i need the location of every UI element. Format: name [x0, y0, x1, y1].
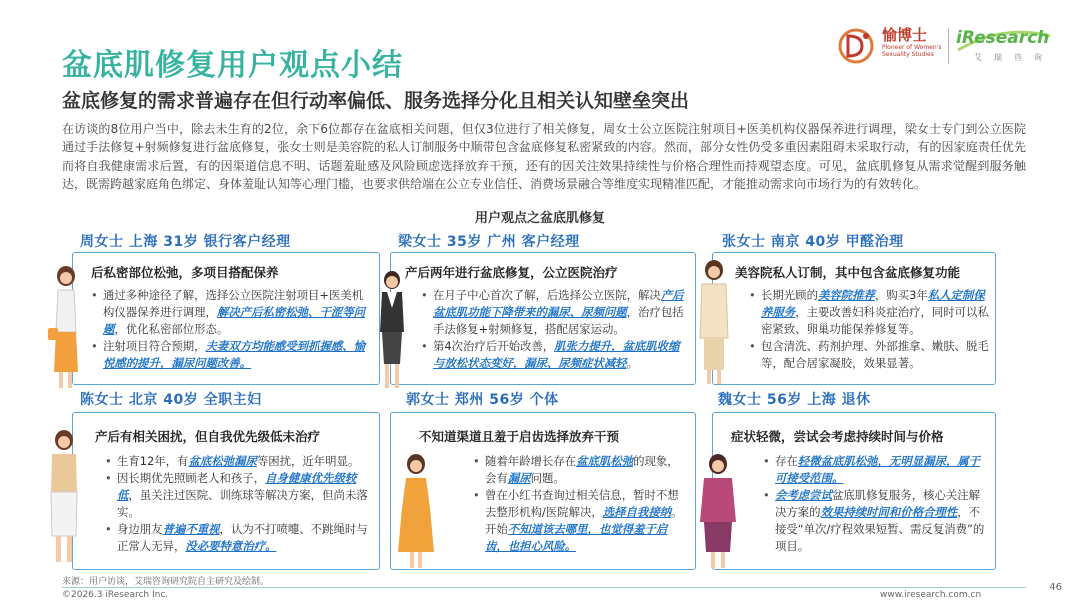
persona-head-guo: 郭女士 郑州 56岁 个体 [406, 392, 559, 408]
card-title: 不知道渠道且羞于启齿选择放弃干预 [419, 429, 620, 444]
card-body [749, 287, 989, 372]
persona-head-chen: 陈女士 北京 40岁 全职主妇 [80, 392, 262, 408]
website-url: www.iresearch.com.cn [880, 590, 982, 600]
footer-divider [62, 587, 1026, 588]
partner-logo-name: 愉博士 [882, 26, 928, 44]
list-item: • 在月子中心首次了解，后选择公立医院，解决产后盆底肌功能下降带来的漏尿、尿频问题，治疗包括手法修复+射频修复，搭配居家运动。 [421, 287, 689, 338]
list-item: • 存在轻微盆底肌松弛，无明显漏尿，属于可接受范围。 [763, 453, 989, 487]
list-item: • 生育12年，有盆底松弛漏尿等困扰，近年明显。 [105, 453, 369, 470]
list-item: • 因长期优先照顾老人和孩子，自身健康优先级较低，虽关注过医院、训练球等解决方案，但尚未落实。 [105, 470, 369, 521]
persona-card-wei [712, 412, 996, 570]
list-item: • 第4次治疗后开始改善，肌张力提升，盆底肌收缩与放松状态变好，漏尿、尿频症状减轻。 [421, 338, 689, 372]
card-body [473, 453, 687, 555]
persona-head-liang: 梁女士 35岁 广州 客户经理 [398, 234, 580, 250]
list-item: • 包含清洗、药剂护理、外部推拿、嫩肤、脱毛等，配合居家凝胶，效果显著。 [749, 338, 989, 372]
card-title: 产后有相关困扰，但自我优先级低未治疗 [95, 429, 321, 444]
list-item: • 曾在小红书查询过相关信息，暂时不想去整形机构/医院解决，选择自我接纳。开始不知道该去哪里，也觉得羞于启齿，也担心风险。 [473, 487, 687, 555]
card-title: 症状轻微，尝试会考虑持续时间与价格 [731, 429, 944, 444]
list-item: • 长期光顾的美容院推荐，购买3年私人定制保养服务，主要改善妇科炎症治疗，同时可以私密紧致、卵巢功能保养修复等。 [749, 287, 989, 338]
source-note: 来源：用户访谈，艾瑞咨询研究院自主研究及绘制。 [62, 577, 270, 587]
list-item: • 通过多种途径了解，选择公立医院注射项目+医美机构仪器保养进行调理，解决产后私密松弛、干涩等问题，优化私密部位形态。 [91, 287, 371, 338]
card-title: 后私密部位松弛，多项目搭配保养 [91, 265, 279, 280]
persona-head-zhang: 张女士 南京 40岁 甲醛治理 [722, 234, 904, 250]
card-body [91, 287, 371, 372]
card-title: 产后两年进行盆底修复，公立医院治疗 [405, 265, 618, 280]
section-title: 用户观点之盆底肌修复 [474, 211, 605, 226]
woman-figure-chen-icon [44, 428, 84, 568]
woman-figure-zhou-icon [44, 262, 84, 392]
woman-figure-zhang-icon [694, 258, 734, 388]
list-item: • 随着年龄增长存在盆底肌松弛的现象，会有漏尿问题。 [473, 453, 687, 487]
persona-card-liang [390, 252, 696, 385]
page-title: 盆底肌修复用户观点小结 [62, 48, 403, 83]
persona-card-zhang [712, 252, 996, 385]
list-item: • 会考虑尝试盆底肌修复服务，核心关注解决方案的效果持续时间和价格合理性，不接受“单次/疗程效果短暂、需反复消费”的项目。 [763, 487, 989, 555]
persona-head-zhou: 周女士 上海 31岁 银行客户经理 [80, 234, 291, 250]
brand-logo-sub: 艾瑞咨询 [974, 53, 1054, 62]
persona-head-wei: 魏女士 56岁 上海 退休 [718, 392, 871, 408]
persona-card-zhou [72, 252, 380, 385]
woman-figure-liang-icon [374, 268, 410, 398]
brand-logo-name: iResearch [956, 28, 1050, 48]
copyright: ©2026.3 iResearch Inc. [62, 590, 169, 600]
page-number: 46 [1049, 582, 1062, 593]
intro-paragraph: 在访谈的8位用户当中，除去未生育的2位，余下6位都存在盆底相关问题，但仅3位进行了相关修复，周女士公立医院注射项目+医美机构仪器保养进行调理，梁女士专门到公立医院通过手法修复+射频修复进行盆底修复，张女士则是美容院的私人订制服务中顺带包含盆底修复私密紧致的内容。然而，部分女性仍受多重因素阻碍未采取行动，有的因家庭责任优先而将自我健康需求后置，有的因渠道信息不明、话题羞耻感及风险顾虑选择放弃干预，还有的因关注效果持续性与价格合理性而持观望态度。可见，盆底肌修复从需求觉醒到服务触达，既需跨越家庭角色绑定、身体羞耻认知等心理门槛，也要求供给端在公立专业信任、消费场景融合等维度实现精准匹配，才能推动需求向市场行为的有效转化。 [62, 122, 1026, 192]
page-subtitle: 盆底修复的需求普遍存在但行动率偏低、服务选择分化且相关认知壁垒突出 [62, 90, 690, 112]
list-item: • 身边朋友普遍不重视，认为不打喷嚏、不跳绳时与正常人无异，没必要特意治疗。 [105, 521, 369, 555]
card-title: 美容院私人订制，其中包含盆底修复功能 [735, 265, 961, 280]
yuboshi-logo-icon [836, 26, 876, 66]
woman-figure-wei-icon [696, 452, 740, 572]
partner-logo-sub: Pioneer of Women's Sexuality Studies [882, 44, 942, 58]
logo-divider [948, 28, 949, 64]
persona-card-chen [72, 412, 380, 570]
card-body [421, 287, 689, 372]
card-body [105, 453, 369, 555]
list-item: • 注射项目符合预期，夫妻双方均能感受到抓握感、愉悦感的提升，漏尿问题改善。 [91, 338, 371, 372]
logo-area [836, 22, 1058, 74]
woman-figure-guo-icon [396, 452, 436, 572]
card-body [763, 453, 989, 555]
